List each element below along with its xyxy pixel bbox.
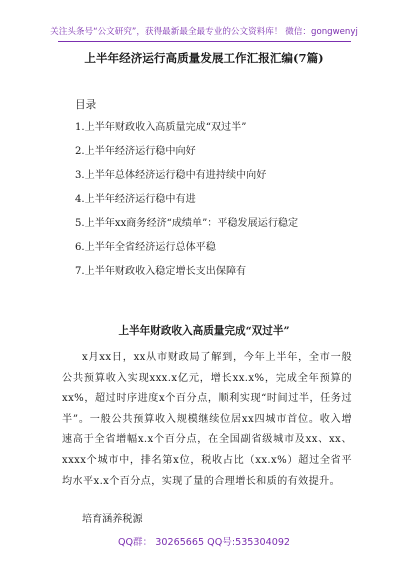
section-title: 上半年财政收入高质量完成“双过半” xyxy=(118,325,290,337)
toc-item: 1.上半年财政收入高质量完成“双过半” xyxy=(75,122,247,133)
footer-contact: QQ群： 30265665 QQ号:535304092 xyxy=(117,537,291,548)
body-paragraph: x月xx日，xx从市财政局了解到，今年上半年，全市一般公共预算收入实现xxx.x亿元，增长xx.x%，完成全年预算的xx%，超过时序进度x个百分点，顺利实现“时间过半，任务过半”。一般公共预算收入规模继续位居xx四城市首位。收入增速高于全省增幅x.x个百分点，在全国副省级城市及xx、xx、xxxx个城市中，排名第x位，税收占比（xx.x%）超过全省平均水平x.x个百分点，实现了量的合理增长和质的有效提升。 xyxy=(62,352,352,487)
document-title: 上半年经济运行高质量发展工作汇报汇编(7篇) xyxy=(84,51,324,65)
toc-item: 4.上半年经济运行稳中有进 xyxy=(75,194,196,205)
toc-item: 2.上半年经济运行稳中向好 xyxy=(75,146,196,157)
toc-item: 6.上半年全省经济运行总体平稳 xyxy=(75,242,216,253)
table-of-contents xyxy=(75,122,298,290)
toc-heading: 目录 xyxy=(75,99,97,111)
toc-item: 3.上半年总体经济运行稳中有进持续中向好 xyxy=(75,170,267,181)
toc-item: 7.上半年财政收入稳定增长支出保障有 xyxy=(75,266,247,277)
header-divider xyxy=(58,41,351,42)
subheading: 培育涵养税源 xyxy=(82,514,143,525)
toc-item: 5.上半年xx商务经济“成绩单”：平稳发展运行稳定 xyxy=(75,218,299,229)
header-note: 关注头条号“公文研究”，获得最新最全最专业的公文资料库！ 微信：gongwenyj xyxy=(50,27,358,37)
